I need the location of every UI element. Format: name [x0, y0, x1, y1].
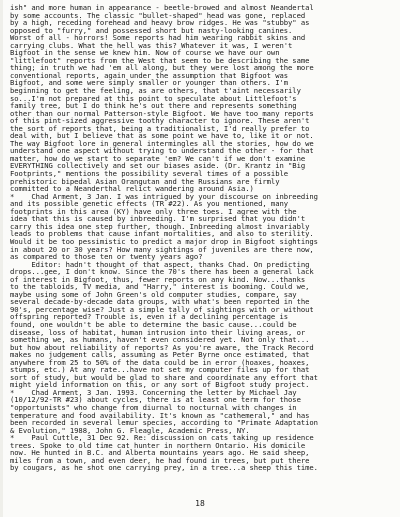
text-line: makes no judgement calls, assuming as Peter Byrne once estimated, that	[10, 350, 310, 360]
page-number: 18	[195, 499, 205, 508]
text-line: stumps, etc.) At any rate...have not set my computer files up for that	[10, 365, 310, 375]
text-line: Bigfoot in the sense we knew him. Now of course we have our own	[10, 48, 280, 58]
text-line: drops...gee, I don't know. Since the 70's there has been a general lack	[10, 267, 314, 277]
text-line: "opportunists" who change from diurnal to nocturnal with changes in	[10, 402, 297, 412]
text-line: committed to a Neanderthal relict wandering around Asia.)	[10, 184, 254, 194]
text-line: The way Bigfoot lore in general intermingles all the stories, how do we	[10, 138, 314, 148]
text-line: Editor: hadn't thought of that aspect, thanks Chad. On predicting	[10, 259, 310, 269]
text-line: as compared to those ten or twenty years ago?	[10, 252, 203, 262]
text-line: by cougars, as he shot one carrying prey, in a tree...a sheep this time.	[10, 463, 318, 473]
text-line: disease, loss of habitat, human intrusion into their living areas, or	[10, 327, 306, 337]
text-line: now. He hunted in B.C. and Alberta mountains years ago. He said sheep,	[10, 448, 310, 458]
text-line: EVERYTHING collectively and set our biases aside. (Dr. Krantz in "Big	[10, 161, 306, 171]
text-line: sort of study, but would be glad to share and coordinate any effort that	[10, 372, 318, 382]
text-line: idea that this is caused by inbreeding. I'm surprised that you didn't	[10, 214, 306, 224]
text-line: and its possible genetic effects (TR #22). As you mentioned, many	[10, 199, 289, 209]
text-line: 90's, percentage wise? Just a simple tally of sightings with or without	[10, 304, 314, 314]
text-line: * Paul Cuttle, 31 Dec 92. Re: discussion on cats taking up residence	[10, 433, 314, 443]
text-line: Bigfoot, and some were simply smaller or younger than others. I'm	[10, 78, 289, 88]
text-line: to the tabloids, TV media, and "Harry," interest is booming. Could we,	[10, 282, 310, 292]
text-line: * Chad Arment, 3 Jan. I was intrigued by your discourse on inbreeding	[10, 191, 318, 201]
text-line: Worst of all - horrors! Some reports had him wearing rabbit skins and	[10, 33, 306, 43]
text-line: maybe using some of John Green's old computer studies, compare, say	[10, 289, 297, 299]
text-line: other than our normal Patterson-style Bigfoot. We have too many reports	[10, 108, 314, 118]
text-line: of this pint-sized aggressive toothy character to ignore. These aren't	[10, 116, 310, 126]
text-line: in about 20 or 30 years? How many sightings of juveniles are there now,	[10, 244, 314, 254]
text-line: temperature and food availability. It's known as "cathemeral," and has	[10, 410, 310, 420]
text-line: family tree, but I do think he's out there and represents something	[10, 101, 297, 111]
text-line: Would it be too pessimistic to predict a major drop in Bigfoot sightings	[10, 236, 318, 246]
text-line: something we, as humans, haven't even considered yet. Not only that...	[10, 335, 310, 345]
text-line: trees. Spoke to old time cat hunter in northern Ontario. His domicile	[10, 440, 306, 450]
text-line: ish" and more human in appearance - beetle-browed and almost Neandertal	[10, 3, 314, 12]
page-edge	[0, 0, 3, 517]
text-line: might yield information on this, or any sort of Bigfoot study project.	[10, 380, 310, 390]
text-line: carrying clubs. What the hell was this? Whatever it was, I weren't	[10, 40, 293, 50]
text-line: matter, how do we start to separate 'em? We can't if we don't examine	[10, 153, 306, 163]
text-line: (10/12/92-TR #23) about cycles, there is at least one term for those	[10, 395, 301, 405]
text-line: * Chad Arment, 3 Jan. 1993. Concerning the letter by Michael Jay	[10, 387, 297, 397]
text-line: Footprints," mentions the possibility several times of a possible	[10, 169, 289, 179]
text-line: miles from a town, and even deer, he had found in trees, but put there	[10, 455, 310, 465]
text-line: found, one wouldn't be able to determine the basic cause...could be	[10, 319, 297, 329]
text-line: by a high, receding forehead and heavy brow ridges. He was "stubby" as	[10, 18, 310, 28]
text-line: "littlefoot" reports from the West that seem to be describing the same	[10, 55, 310, 65]
text-line: prehistoric bipedal Asian Orangutan and the Russians are firmly	[10, 176, 280, 186]
text-line: several decade-by-decade data groups, with what's been reported in the	[10, 297, 310, 307]
text-line: but how about reliability of reports? As you're aware, the Track Record	[10, 342, 314, 352]
body-text	[10, 4, 395, 472]
text-line: leads to problems that cause infant mortalities, and also to sterility.	[10, 229, 314, 239]
text-line: thing; in truth we had 'em all along, but they were lost among the more	[10, 63, 314, 73]
text-line: offspring reported? Trouble is, even if a declining percentage is	[10, 312, 289, 322]
text-line: beginning to get the feeling, as are others, that t'aint necessarily	[10, 86, 301, 96]
text-line: opposed to "furry," and possessed short but nasty-looking canines.	[10, 25, 293, 35]
text-line: footprints in this area (KY) have only three toes. I agree with the	[10, 206, 297, 216]
text-line: so...I'm not prepared at this point to speculate about Littlefoot's	[10, 93, 297, 103]
text-line: deal with, but I believe that as some point we have to, like it or not.	[10, 131, 314, 141]
text-line: been recorded in several lemur species, according to "Primate Adaptation	[10, 418, 318, 428]
text-line: anywhere from 25 to 50% of the data could be in error (hoaxes, hoaxes,	[10, 357, 310, 367]
text-line: & Evolution," 1988, John G. Fleagle, Academic Press, NY.	[10, 425, 250, 435]
text-line: of interest in Bigfoot, thus, fewer reports on any kind. Now...thanks	[10, 274, 306, 284]
text-line: by some accounts. The classic "bullet-shaped" head was gone, replaced	[10, 10, 306, 20]
text-line: carry this idea one step further, though. Inbreeding almost invariably	[10, 221, 310, 231]
text-line: the sort of reports that, being a traditionalist, I'd really prefer to	[10, 123, 310, 133]
text-line: conventional reports, again under the assumption that Bigfoot was	[10, 70, 289, 80]
text-line: understand one aspect without trying to understand the other - for that	[10, 146, 314, 156]
